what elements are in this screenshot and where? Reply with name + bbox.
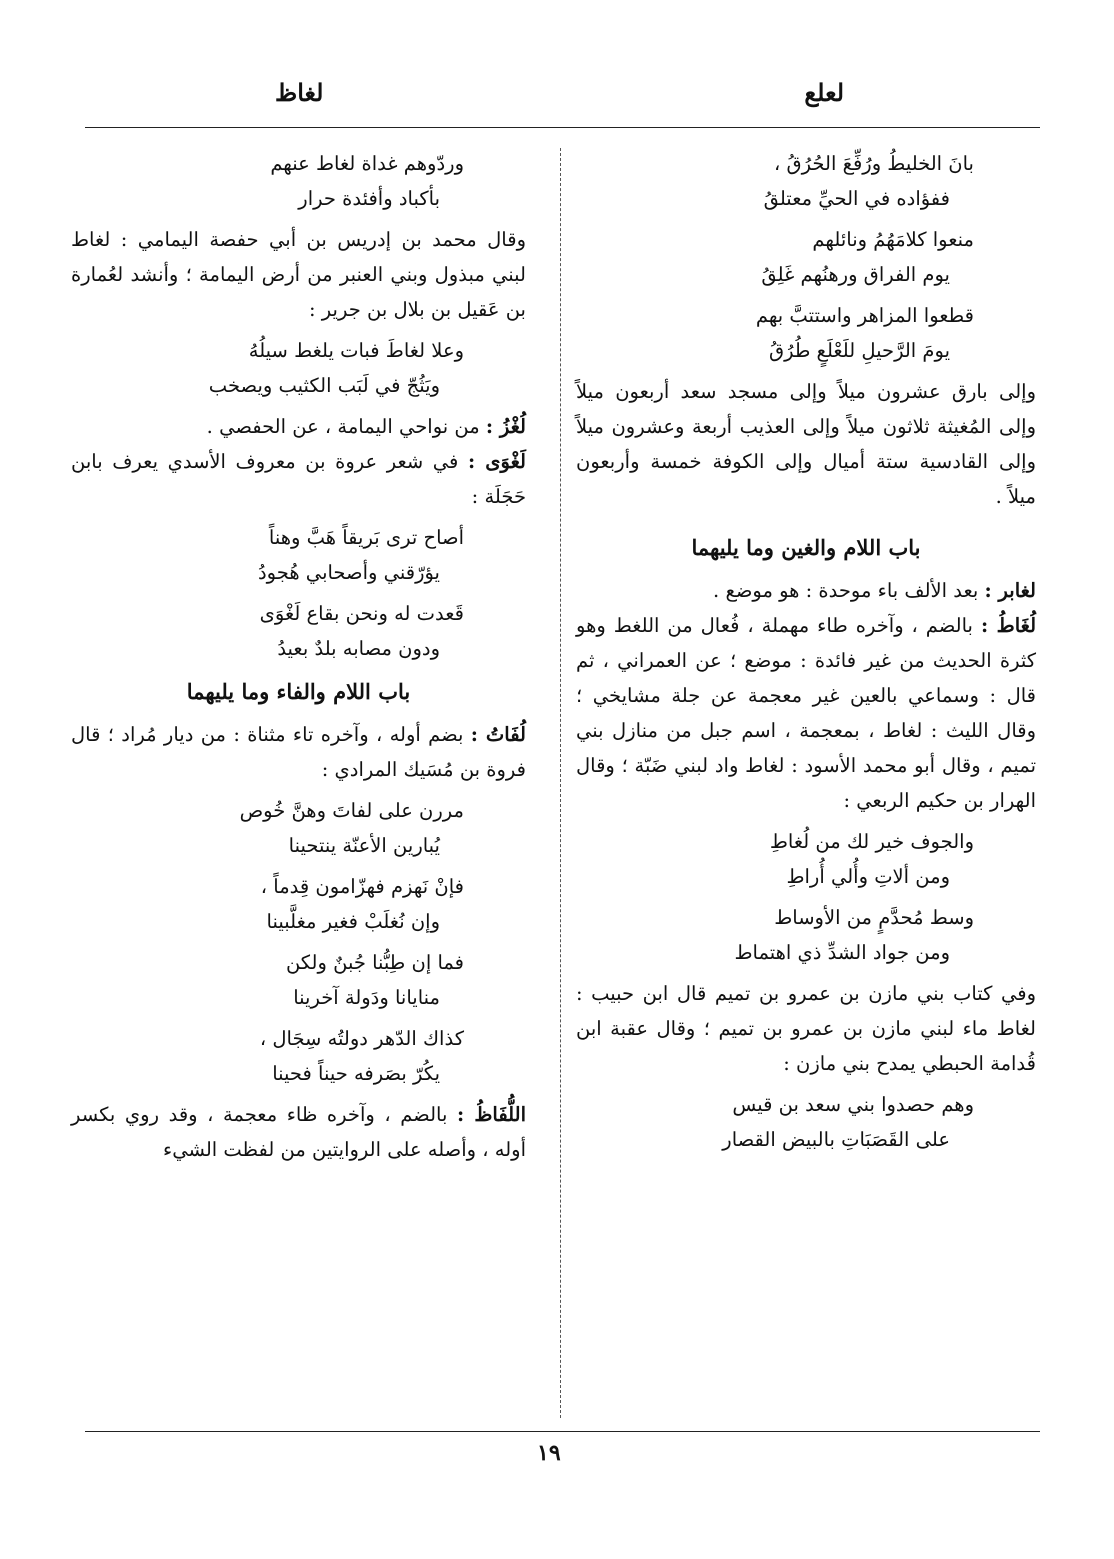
entry-text: في شعر عروة بن معروف الأسدي يعرف بابن حَجَلَة : <box>71 450 526 508</box>
entry-laghwa <box>71 444 526 514</box>
hemistich: وردّوهم غداة لغاط عنهم <box>270 152 464 175</box>
section-heading: باب اللام والفاء وما يليهما <box>186 679 411 704</box>
hemistich: فإنْ نَهزم فهزّامون قِدماً ، <box>260 875 464 898</box>
entry-lughz <box>71 409 526 444</box>
hemistich: مررن على لفاتَ وهنَّ خُوص <box>239 799 464 822</box>
verse <box>576 222 1036 292</box>
entry-lghabir <box>576 573 1036 608</box>
running-header-left: لغاظ <box>275 78 324 107</box>
footer-rule <box>85 1431 1040 1432</box>
entry-text: بعد الألف باء موحدة : هو موضع . <box>713 579 979 602</box>
hemistich: ويَثُجّ في لَبَب الكثيب ويصخب <box>208 374 440 397</box>
hemistich: منايانا ودَولة آخرينا <box>293 986 440 1009</box>
verse <box>576 900 1036 970</box>
entry-lufat <box>71 717 526 787</box>
hemistich: أصاح ترى بَريقاً هَبَّ وهناً <box>268 526 464 549</box>
headword: لُغْزُ : <box>485 415 526 438</box>
verse <box>576 298 1036 368</box>
hemistich: بأكباد وأفئدة حرار <box>298 187 440 210</box>
hemistich: فما إن طِبُّنا جُبنٌ ولكن <box>285 951 464 974</box>
left-column <box>71 140 526 1167</box>
entry-text: من نواحي اليمامة ، عن الحفصي . <box>206 415 480 438</box>
hemistich: يُبارين الأعنّة ينتحينا <box>288 834 440 857</box>
hemistich: وعلا لغاطَ فبات يلغط سيلُهُ <box>248 339 464 362</box>
paragraph: وإلى بارق عشرون ميلاً وإلى مسجد سعد أربعون ميلاً وإلى المُغيثة ثلاثون ميلاً وإلى العذيب أربعة وعشرون ميلاً وإلى القادسية ستة أميال وإلى الكوفة خمسة وأربعون ميلاً . <box>576 380 1036 508</box>
hemistich: منعوا كلامَهُمُ ونائلهم <box>812 228 974 251</box>
verse <box>71 793 526 863</box>
hemistich: ومن جواد الشدِّ ذي اهتماط <box>734 941 950 964</box>
headword: لغابر : <box>984 579 1036 602</box>
verse <box>71 945 526 1015</box>
hemistich: يؤرّقني وأصحابي هُجودُ <box>257 561 440 584</box>
section-heading: باب اللام والغين وما يليهما <box>691 535 921 560</box>
headword: اللُّفَاظُ : <box>456 1103 526 1126</box>
hemistich: ومن ألاتِ وأُلي أُراطِ <box>786 865 950 888</box>
running-header-right: لعلع <box>804 78 844 107</box>
hemistich: كذاك الدّهر دولتُه سِجَال ، <box>259 1027 464 1050</box>
hemistich: ودون مصابه بلدٌ بعيدُ <box>277 637 440 660</box>
hemistich: يكُرّ بصَرفه حيناً فحينا <box>272 1062 440 1085</box>
verse <box>71 1021 526 1091</box>
entry-lufadh <box>71 1097 526 1167</box>
headword: لَغْوَى : <box>467 450 526 473</box>
entry-text: بضم أوله ، وآخره تاء مثناة : من ديار مُراد ؛ قال فروة بن مُسَيك المرادي : <box>71 723 526 781</box>
hemistich: بانَ الخليطُ ورُفِّعَ الحُرُقُ ، <box>774 152 974 175</box>
header-rule <box>85 127 1040 128</box>
hemistich: وهم حصدوا بني سعد بن قيس <box>732 1093 974 1116</box>
hemistich: قَعدت له ونحن بقاع لَغْوَى <box>259 602 464 625</box>
entry-text: بالضم ، وآخره طاء مهملة ، فُعال من اللغط وهو كثرة الحديث من غير فائدة : موضع ؛ عن العمراني ، ثم قال : وسماعي بالعين غير معجمة عن جلة مشايخي ؛ وقال الليث : لغاط ، بمعجمة ، اسم جبل من منازل بني تميم ، وقال أبو محمد الأسود : لغاط واد لبني ضَبّة ؛ وقال الهرار بن حكيم الربعي : <box>576 614 1036 812</box>
paragraph: وفي كتاب بني مازن بن عمرو بن تميم قال ابن حبيب : لغاط ماء لبني مازن بن عمرو بن تميم ؛ وقال عقبة ابن قُدامة الحبطي يمدح بني مازن : <box>576 982 1036 1075</box>
hemistich: وسط مُحدَّمٍ من الأوساط <box>774 906 974 929</box>
right-column <box>576 140 1036 1163</box>
hemistich: ففؤاده في الحيِّ معتلقُ <box>763 187 950 210</box>
verse <box>71 520 526 590</box>
verse <box>576 824 1036 894</box>
paragraph: وقال محمد بن إدريس بن أبي حفصة اليمامي : لغاط لبني مبذول وبني العنبر من أرض اليمامة ؛ وأنشد لعُمارة بن عَقيل بن بلال بن جرير : <box>71 228 526 321</box>
hemistich: يوم الفراق ورهنُهم غَلِقُ <box>761 263 950 286</box>
column-divider <box>560 148 561 1418</box>
verse <box>576 1087 1036 1157</box>
hemistich: قطعوا المزاهر واستتبَّ بهم <box>755 304 974 327</box>
verse <box>71 869 526 939</box>
hemistich: يومَ الرَّحيلِ للَعْلَعٍ طُرُقُ <box>768 339 950 362</box>
verse <box>71 333 526 403</box>
entry-text: بالضم ، وآخره ظاء معجمة ، وقد روي بكسر أوله ، وأصله على الروايتين من لفظت الشيء <box>71 1103 526 1161</box>
verse <box>71 596 526 666</box>
hemistich: والجوف خير لك من لُغاطِ <box>769 830 974 853</box>
hemistich: على القَصَبَاتِ بالبيض القصار <box>722 1128 950 1151</box>
page-number: ١٩ <box>537 1440 561 1466</box>
verse <box>576 146 1036 216</box>
hemistich: وإن نُغلَبْ فغير مغلَّبينا <box>266 910 440 933</box>
headword: لُغَاطُ : <box>980 614 1037 637</box>
headword: لُفَاتُ : <box>470 723 526 746</box>
verse <box>71 146 526 216</box>
entry-lughat <box>576 608 1036 818</box>
